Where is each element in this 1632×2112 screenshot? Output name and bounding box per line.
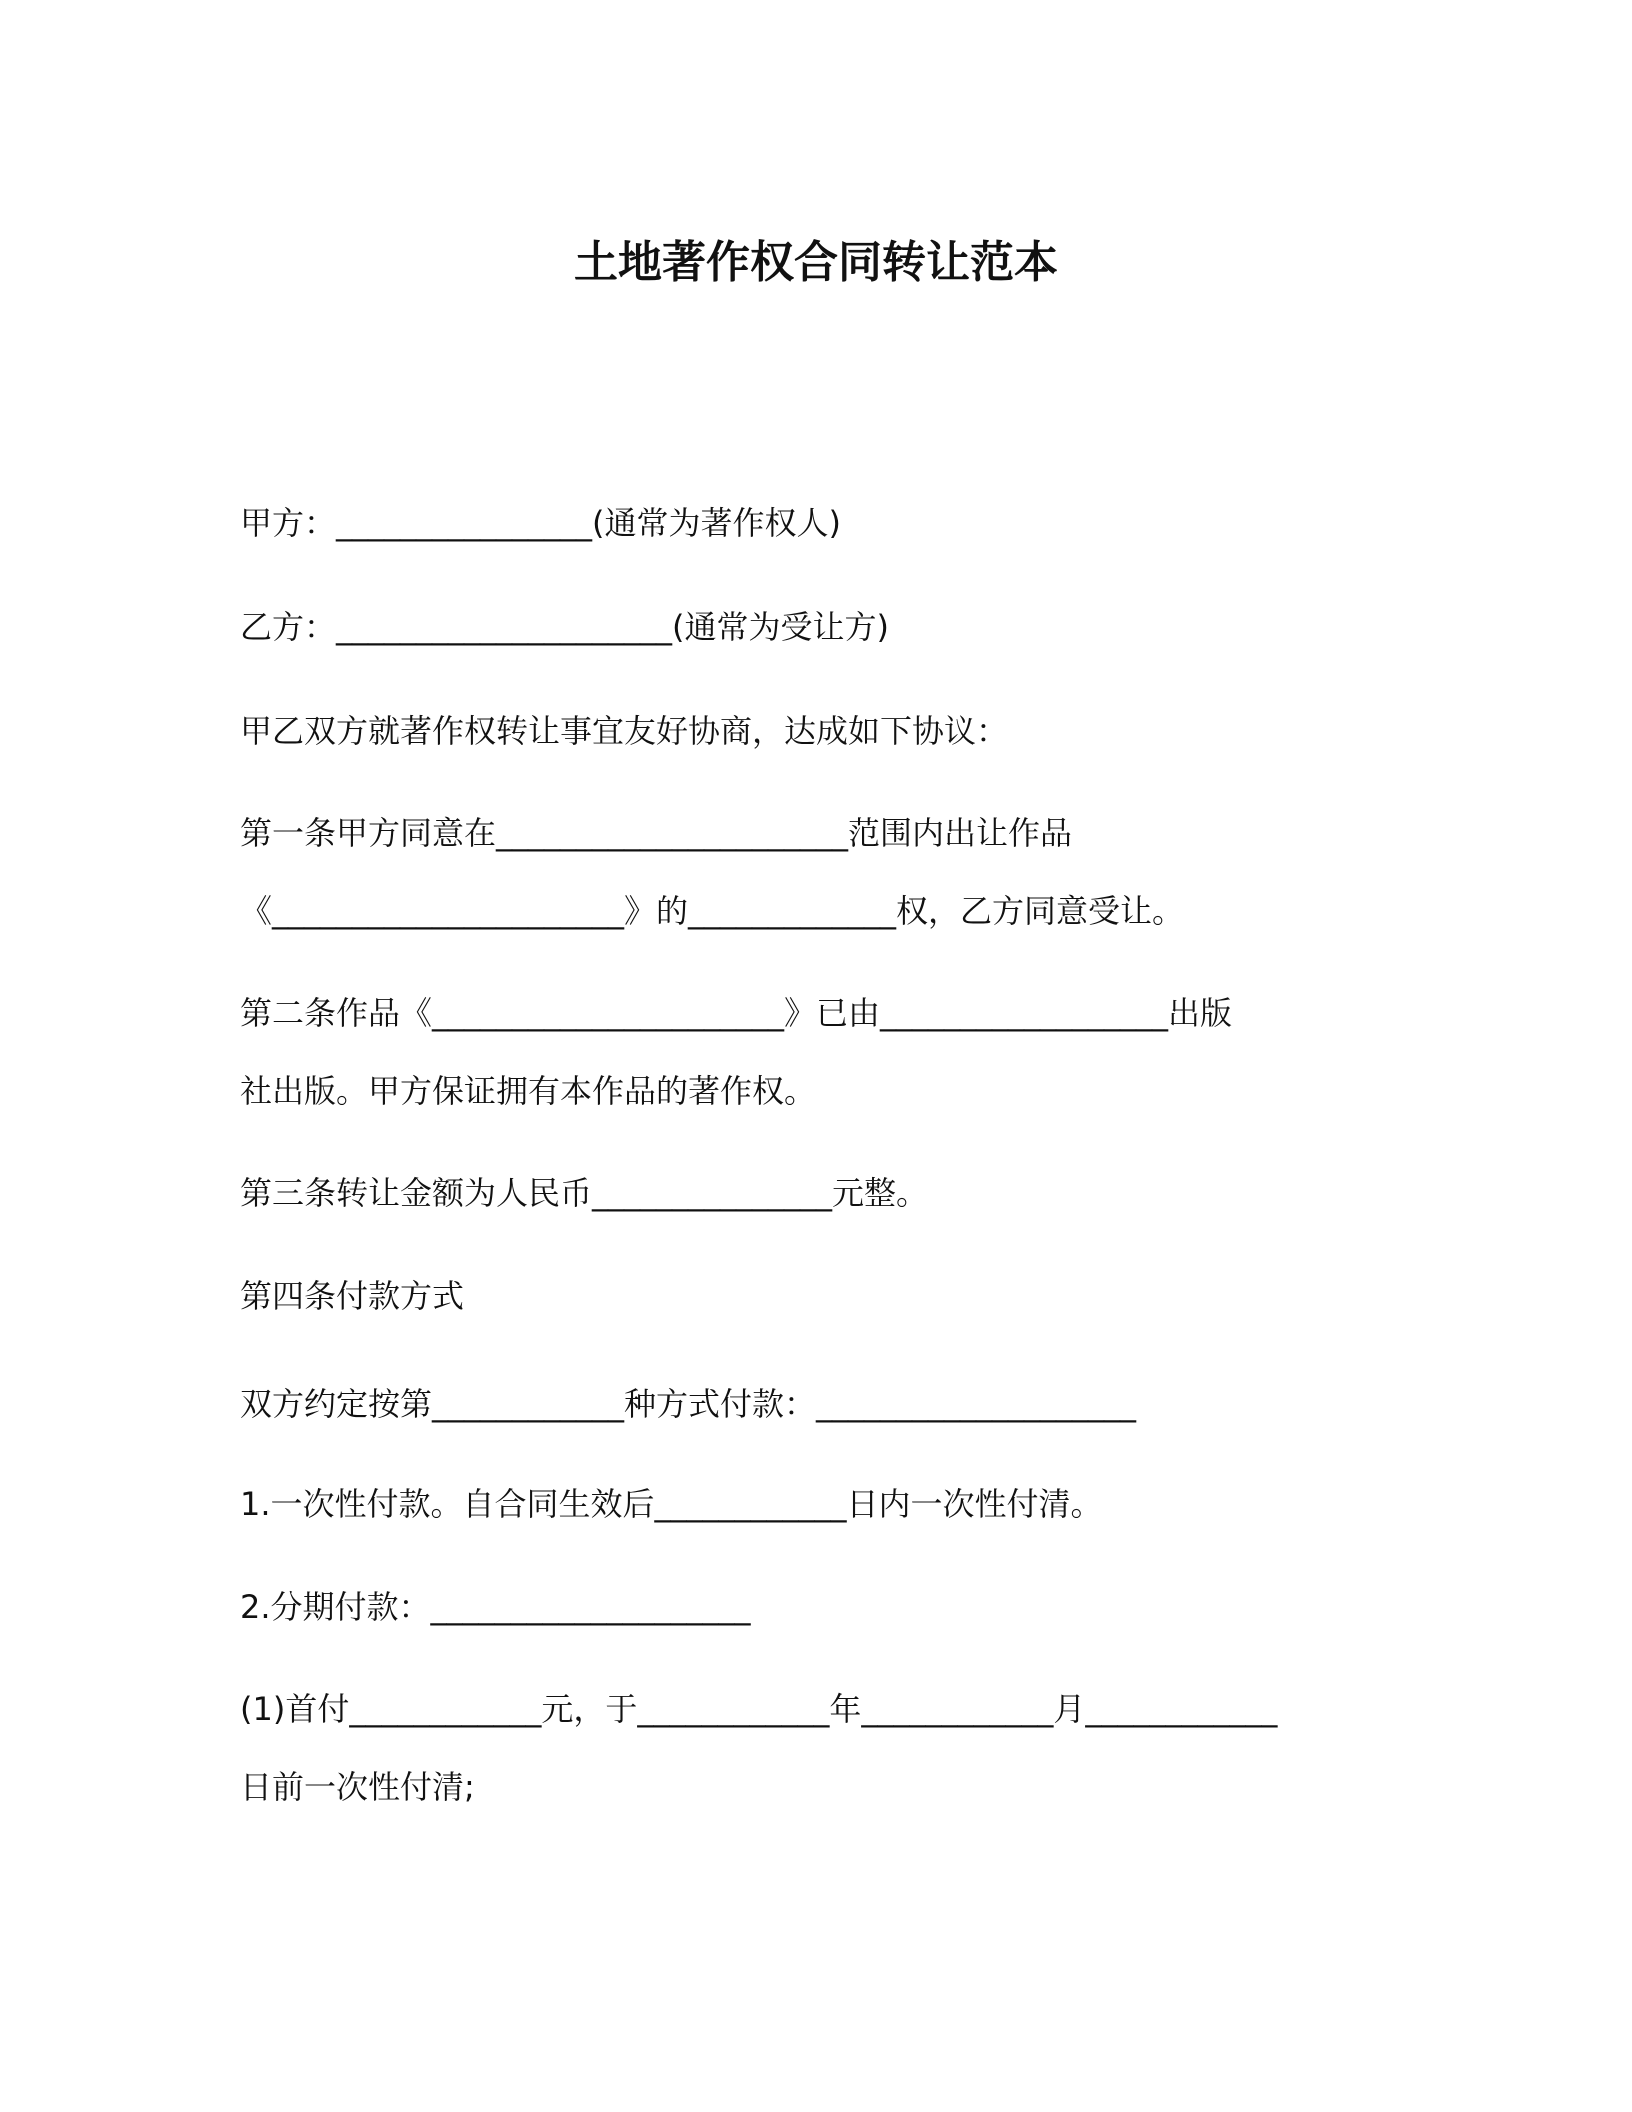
article-3-line: 第三条转让金额为人民币_______________元整。 xyxy=(240,1174,929,1212)
down-payment-line-2: 日前一次性付清; xyxy=(240,1768,475,1806)
payment-method-line: 双方约定按第____________种方式付款：____________________ xyxy=(240,1385,1137,1423)
article-1-line-2: 《______________________》的_____________权，乙方同意受让。 xyxy=(240,892,1185,930)
article-4-heading: 第四条付款方式 xyxy=(240,1277,465,1315)
lump-sum-line: 1.一次性付款。自合同生效后____________日内一次性付清。 xyxy=(240,1485,1103,1523)
article-1-line-1: 第一条甲方同意在______________________范围内出让作品 xyxy=(240,814,1073,852)
document-title: 土地著作权合同转让范本 xyxy=(574,237,1058,288)
down-payment-line-1: (1)首付____________元，于____________年____________月____________ xyxy=(240,1690,1278,1728)
preamble-line: 甲乙双方就著作权转让事宜友好协商，达成如下协议： xyxy=(240,712,1009,750)
party-a-line: 甲方：________________(通常为著作权人) xyxy=(240,504,841,542)
article-2-line-1: 第二条作品《______________________》已由__________________出版 xyxy=(240,994,1233,1032)
installment-line: 2.分期付款：____________________ xyxy=(240,1588,751,1626)
party-b-line: 乙方：_____________________(通常为受让方) xyxy=(240,608,889,646)
article-2-line-2: 社出版。甲方保证拥有本作品的著作权。 xyxy=(240,1072,817,1110)
